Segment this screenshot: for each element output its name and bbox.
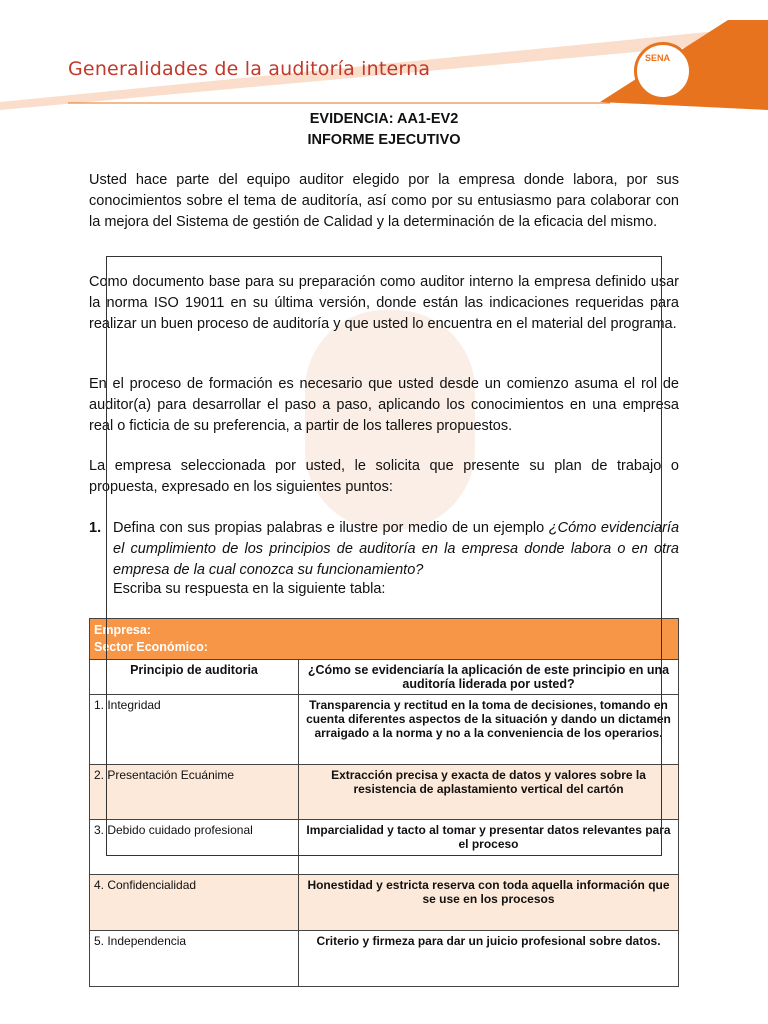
table-row	[90, 931, 679, 987]
column-header-evidence: ¿Cómo se evidenciaría la aplicación de este principio en una auditoría liderada por usted?	[299, 660, 679, 695]
question-text-italic: ¿Cómo evidenciaría el cumplimiento de los principios de auditoría en la empresa donde labora o en otra empresa de la cual conozca su funcionamiento?	[113, 520, 680, 578]
table-company-header-row	[90, 619, 679, 660]
principle-cell: 2. Presentación Ecuánime	[90, 765, 299, 820]
company-sector-cell	[90, 619, 679, 660]
document-header-title: Generalidades de la auditoría interna	[68, 58, 431, 80]
report-title: INFORME EJECUTIVO	[307, 132, 461, 148]
answer-cell: Imparcialidad y tacto al tomar y presentar datos relevantes para el proceso	[299, 820, 679, 875]
principle-cell: 3. Debido cuidado profesional	[90, 820, 299, 875]
table-row	[90, 875, 679, 931]
sector-label: Sector Económico:	[94, 640, 208, 654]
table-column-header-row	[90, 660, 679, 695]
iso-paragraph: Como documento base para su preparación como auditor interno la empresa definido usar la norma ISO 19011 en su última versión, donde están las indicaciones requeridas para realizar un buen proceso de auditoría y que usted lo encuentra en el material del programa.	[89, 274, 679, 332]
evidence-code: EVIDENCIA: AA1-EV2	[309, 111, 459, 127]
answer-cell: Criterio y firmeza para dar un juicio profesional sobre datos.	[299, 931, 679, 987]
principles-table	[89, 618, 679, 987]
answer-cell: Honestidad y estricta reserva con toda aquella información que se use en los procesos	[299, 875, 679, 931]
table-row	[90, 820, 679, 875]
principle-cell: 5. Independencia	[90, 931, 299, 987]
intro-paragraph: Usted hace parte del equipo auditor elegido por la empresa donde labora, por sus conocimientos sobre el tema de auditoría, así como por su entusiasmo para colaborar con la mejora del Sistema de gestión de Calidad y la determinación de la eficacia del mismo.	[89, 172, 679, 230]
answer-cell: Transparencia y rectitud en la toma de decisiones, tomando en cuenta diferentes aspectos de la situación y dando un dictamen arraigado a la norma y no a la conveniencia de los operarios.	[299, 695, 679, 765]
principle-cell: 1. Integridad	[90, 695, 299, 765]
answer-cell: Extracción precisa y exacta de datos y valores sobre la resistencia de aplastamiento vertical del cartón	[299, 765, 679, 820]
sena-logo	[634, 42, 692, 100]
sena-logo-text: SENA	[645, 53, 671, 63]
question-text-plain: Defina con sus propias palabras e ilustre por medio de un ejemplo	[113, 520, 549, 536]
question-text	[113, 518, 679, 581]
company-request-paragraph: La empresa seleccionada por usted, le solicita que presente su plan de trabajo o propuesta, expresado en los siguientes puntos:	[89, 458, 679, 495]
column-header-principle: Principio de auditoria	[90, 660, 299, 695]
principle-cell: 4. Confidencialidad	[90, 875, 299, 931]
company-label: Empresa:	[94, 623, 151, 637]
table-row	[90, 765, 679, 820]
question-instruction: Escriba su respuesta en la siguiente tabla:	[113, 581, 386, 597]
table-row	[90, 695, 679, 765]
training-paragraph: En el proceso de formación es necesario que usted desde un comienzo asuma el rol de auditor(a) para desarrollar el paso a paso, aplicando los conocimientos en una empresa real o ficticia de su preferencia, a partir de los talleres propuestos.	[89, 376, 679, 434]
question-number: 1.	[89, 520, 102, 536]
